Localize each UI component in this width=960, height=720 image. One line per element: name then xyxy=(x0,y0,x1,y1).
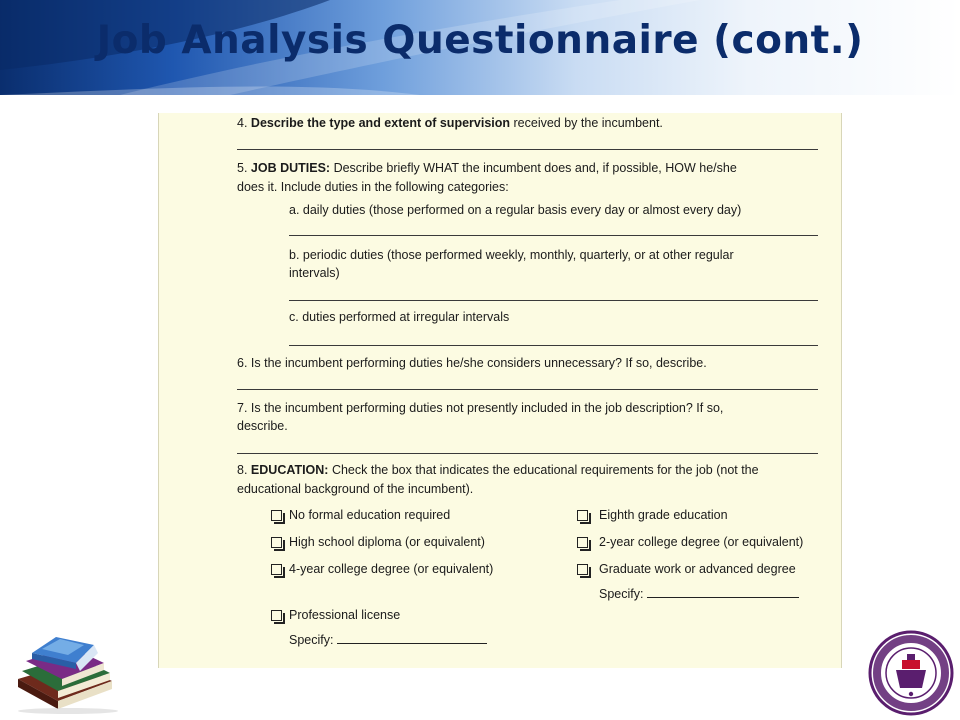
checkbox-eighth-grade[interactable] xyxy=(577,510,588,521)
checkbox-no-formal-education[interactable] xyxy=(271,510,282,521)
checkbox-high-school-diploma[interactable] xyxy=(271,537,282,548)
title-banner xyxy=(0,0,960,95)
answer-line xyxy=(237,389,818,390)
answer-line xyxy=(237,149,818,150)
question-7-line-1: 7. Is the incumbent performing duties not presently included in the job description? If so, xyxy=(237,401,724,415)
answer-line xyxy=(289,345,818,346)
checkbox-professional-license[interactable] xyxy=(271,610,282,621)
option-label: Eighth grade education xyxy=(599,508,728,522)
question-5-line-2: does it. Include duties in the following categories: xyxy=(237,180,509,194)
option-label: 2-year college degree (or equivalent) xyxy=(599,535,804,549)
questionnaire-form xyxy=(158,113,842,668)
specify-input-line[interactable] xyxy=(647,587,799,598)
answer-line xyxy=(289,235,818,236)
specify-professional-license: Specify: xyxy=(289,633,487,648)
option-label: No formal education required xyxy=(289,508,451,522)
question-5a: a. daily duties (those performed on a regular basis every day or almost every day) xyxy=(289,203,742,217)
checkbox-4-year-college-degree[interactable] xyxy=(271,564,282,575)
question-4: 4. Describe the type and extent of supervision received by the incumbent. xyxy=(237,116,663,130)
books-icon xyxy=(12,633,124,715)
specify-input-line[interactable] xyxy=(337,633,487,644)
page-title: Job Analysis Questionnaire (cont.) xyxy=(96,18,864,63)
checkbox-2-year-college-degree[interactable] xyxy=(577,537,588,548)
question-7-line-2: describe. xyxy=(237,419,288,433)
question-8-line-2: educational background of the incumbent). xyxy=(237,482,474,496)
question-5-line-1: 5. JOB DUTIES: Describe briefly WHAT the incumbent does and, if possible, HOW he/she xyxy=(237,161,737,175)
question-8-line-1: 8. EDUCATION: Check the box that indicates the educational requirements for the job (not the xyxy=(237,463,759,477)
specify-graduate-work: Specify: xyxy=(599,587,799,602)
question-6: 6. Is the incumbent performing duties he/she considers unnecessary? If so, describe. xyxy=(237,356,707,370)
answer-line xyxy=(237,453,818,454)
option-label: High school diploma (or equivalent) xyxy=(289,535,485,549)
university-seal-icon xyxy=(868,628,954,718)
answer-line xyxy=(289,300,818,301)
question-5c: c. duties performed at irregular intervals xyxy=(289,310,510,324)
checkbox-graduate-work[interactable] xyxy=(577,564,588,575)
option-label: 4-year college degree (or equivalent) xyxy=(289,562,494,576)
question-5b-line-2: intervals) xyxy=(289,266,340,280)
question-5b-line-1: b. periodic duties (those performed weekly, monthly, quarterly, or at other regular xyxy=(289,248,734,262)
option-label: Professional license xyxy=(289,608,401,622)
option-label: Graduate work or advanced degree xyxy=(599,562,796,576)
